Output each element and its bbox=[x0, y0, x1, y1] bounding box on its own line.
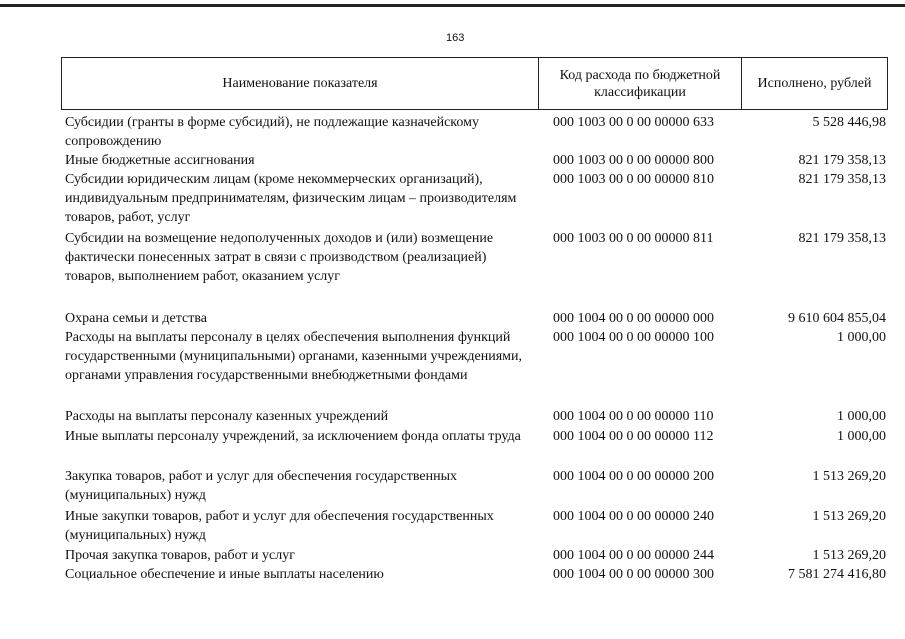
row-name: Субсидии на возмещение недополученных доходов и (или) возмещение фактически понесенных затрат в связи с производством (реализацией) товаров, выполнением работ, оказанием услуг bbox=[65, 231, 494, 285]
row-amount: 1 000,00 bbox=[837, 330, 886, 345]
row-code: 000 1004 00 0 00 00000 112 bbox=[553, 429, 714, 444]
row-code: 000 1004 00 0 00 00000 300 bbox=[553, 567, 714, 582]
row-name: Субсидии (гранты в форме субсидий), не подлежащие казначейскому сопровождению bbox=[65, 115, 479, 150]
header-code-column: Код расхода по бюджетной классификации bbox=[539, 58, 742, 109]
row-name: Иные бюджетные ассигнования bbox=[65, 153, 255, 168]
row-name: Субсидии юридическим лицам (кроме некоммерческих организаций), индивидуальным предпринимателям, физическим лицам – производителям товаров, работ, услуг bbox=[65, 172, 517, 226]
row-code: 000 1003 00 0 00 00000 810 bbox=[553, 172, 714, 187]
top-border-line bbox=[0, 4, 905, 7]
row-amount: 1 513 269,20 bbox=[812, 548, 886, 563]
row-name: Охрана семьи и детства bbox=[65, 311, 207, 326]
row-code: 000 1003 00 0 00 00000 811 bbox=[553, 231, 714, 246]
table-header bbox=[61, 57, 888, 110]
row-amount: 821 179 358,13 bbox=[798, 153, 886, 168]
row-code: 000 1004 00 0 00 00000 240 bbox=[553, 509, 714, 524]
row-name: Прочая закупка товаров, работ и услуг bbox=[65, 548, 295, 563]
page-number: 163 bbox=[446, 32, 465, 44]
row-amount: 7 581 274 416,80 bbox=[788, 567, 886, 582]
row-code: 000 1003 00 0 00 00000 800 bbox=[553, 153, 714, 168]
row-amount: 821 179 358,13 bbox=[798, 231, 886, 246]
row-code: 000 1004 00 0 00 00000 000 bbox=[553, 311, 714, 326]
row-name: Расходы на выплаты персоналу в целях обеспечения выполнения функций государственными (муниципальными) органами, казенными учреждениями, органами управления государственными внебюджетными фондами bbox=[65, 330, 522, 384]
row-code: 000 1003 00 0 00 00000 633 bbox=[553, 115, 714, 130]
row-amount: 1 513 269,20 bbox=[812, 469, 886, 484]
row-name: Расходы на выплаты персоналу казенных учреждений bbox=[65, 409, 389, 424]
row-code: 000 1004 00 0 00 00000 200 bbox=[553, 469, 714, 484]
row-name: Иные закупки товаров, работ и услуг для обеспечения государственных (муниципальных) нужд bbox=[65, 509, 494, 544]
row-code: 000 1004 00 0 00 00000 244 bbox=[553, 548, 714, 563]
header-name-column: Наименование показателя bbox=[62, 58, 539, 109]
header-amount-column: Исполнено, рублей bbox=[757, 76, 872, 91]
row-amount: 1 000,00 bbox=[837, 429, 886, 444]
row-amount: 821 179 358,13 bbox=[798, 172, 886, 187]
row-name: Закупка товаров, работ и услуг для обеспечения государственных (муниципальных) нужд bbox=[65, 469, 458, 504]
row-amount: 5 528 446,98 bbox=[812, 115, 886, 130]
row-code: 000 1004 00 0 00 00000 100 bbox=[553, 330, 714, 345]
row-amount: 1 513 269,20 bbox=[812, 509, 886, 524]
row-amount: 1 000,00 bbox=[837, 409, 886, 424]
row-name: Иные выплаты персоналу учреждений, за исключением фонда оплаты труда bbox=[65, 429, 521, 444]
row-name: Социальное обеспечение и иные выплаты населению bbox=[65, 567, 384, 582]
row-amount: 9 610 604 855,04 bbox=[788, 311, 886, 326]
row-code: 000 1004 00 0 00 00000 110 bbox=[553, 409, 714, 424]
